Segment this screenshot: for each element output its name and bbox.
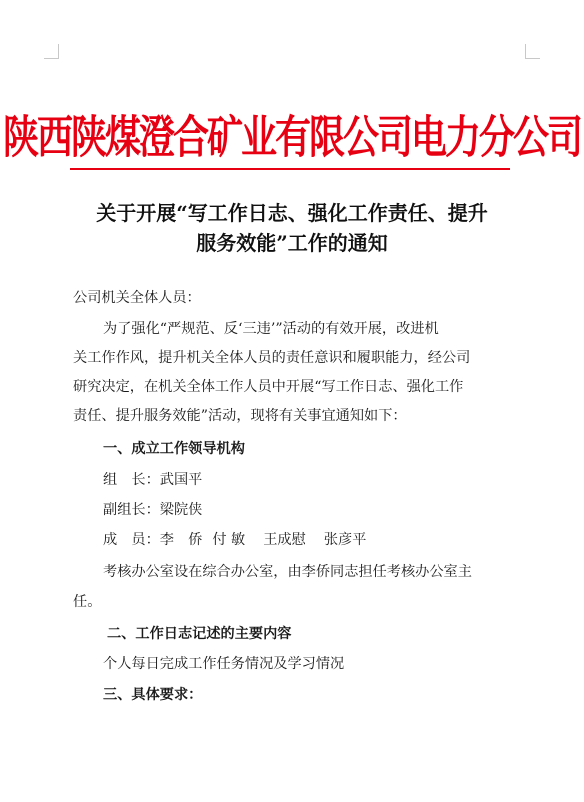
section-1-heading: 一、成立工作领导机构 xyxy=(103,441,245,457)
section-2-content: 个人每日完成工作任务情况及学习情况 xyxy=(103,656,345,672)
letterhead: 陕西陕煤澄合矿业有限公司电力分公司 xyxy=(2,111,581,164)
intro-line-3: 研究决定，在机关全体工作人员中开展“写工作日志、强化工作 xyxy=(73,379,464,395)
leader-label: 组 长： xyxy=(103,472,160,488)
salutation: 公司机关全体人员： xyxy=(73,290,201,306)
leader-row xyxy=(103,466,202,495)
deputy-row xyxy=(103,496,202,525)
office-line-1: 考核办公室设在综合办公室，由李侨同志担任考核办公室主 xyxy=(103,564,472,580)
members-label: 成 员： xyxy=(103,532,160,548)
intro-line-2: 关工作作风，提升机关全体人员的责任意识和履职能力，经公司 xyxy=(73,350,471,366)
document-title xyxy=(60,198,524,258)
deputy-name: 梁院侠 xyxy=(159,502,203,518)
members-row xyxy=(103,526,366,555)
member-name: 李 侨 xyxy=(159,532,203,548)
deputy-label: 副组长： xyxy=(103,502,160,518)
intro-line-4: 责任、提升服务效能”活动，现将有关事宜通知如下： xyxy=(73,408,407,424)
office-line-2: 任。 xyxy=(73,594,102,610)
crop-mark-top-left xyxy=(44,44,59,59)
title-line-2: 服务效能”工作的通知 xyxy=(196,231,388,255)
member-name: 张彦平 xyxy=(323,532,367,548)
member-name: 付 敏 xyxy=(212,532,246,548)
section-3-heading: 三、具体要求： xyxy=(103,687,203,703)
letterhead-divider xyxy=(70,168,510,170)
intro-line-1: 为了强化“严规范、反‘三违’”活动的有效开展，改进机 xyxy=(103,321,439,337)
crop-mark-top-right xyxy=(525,44,540,59)
member-name: 王成慰 xyxy=(263,532,306,548)
section-2-heading: 二、工作日志记述的主要内容 xyxy=(107,626,292,642)
title-line-1: 关于开展“写工作日志、强化工作责任、提升 xyxy=(96,201,488,225)
leader-name: 武国平 xyxy=(159,472,203,488)
